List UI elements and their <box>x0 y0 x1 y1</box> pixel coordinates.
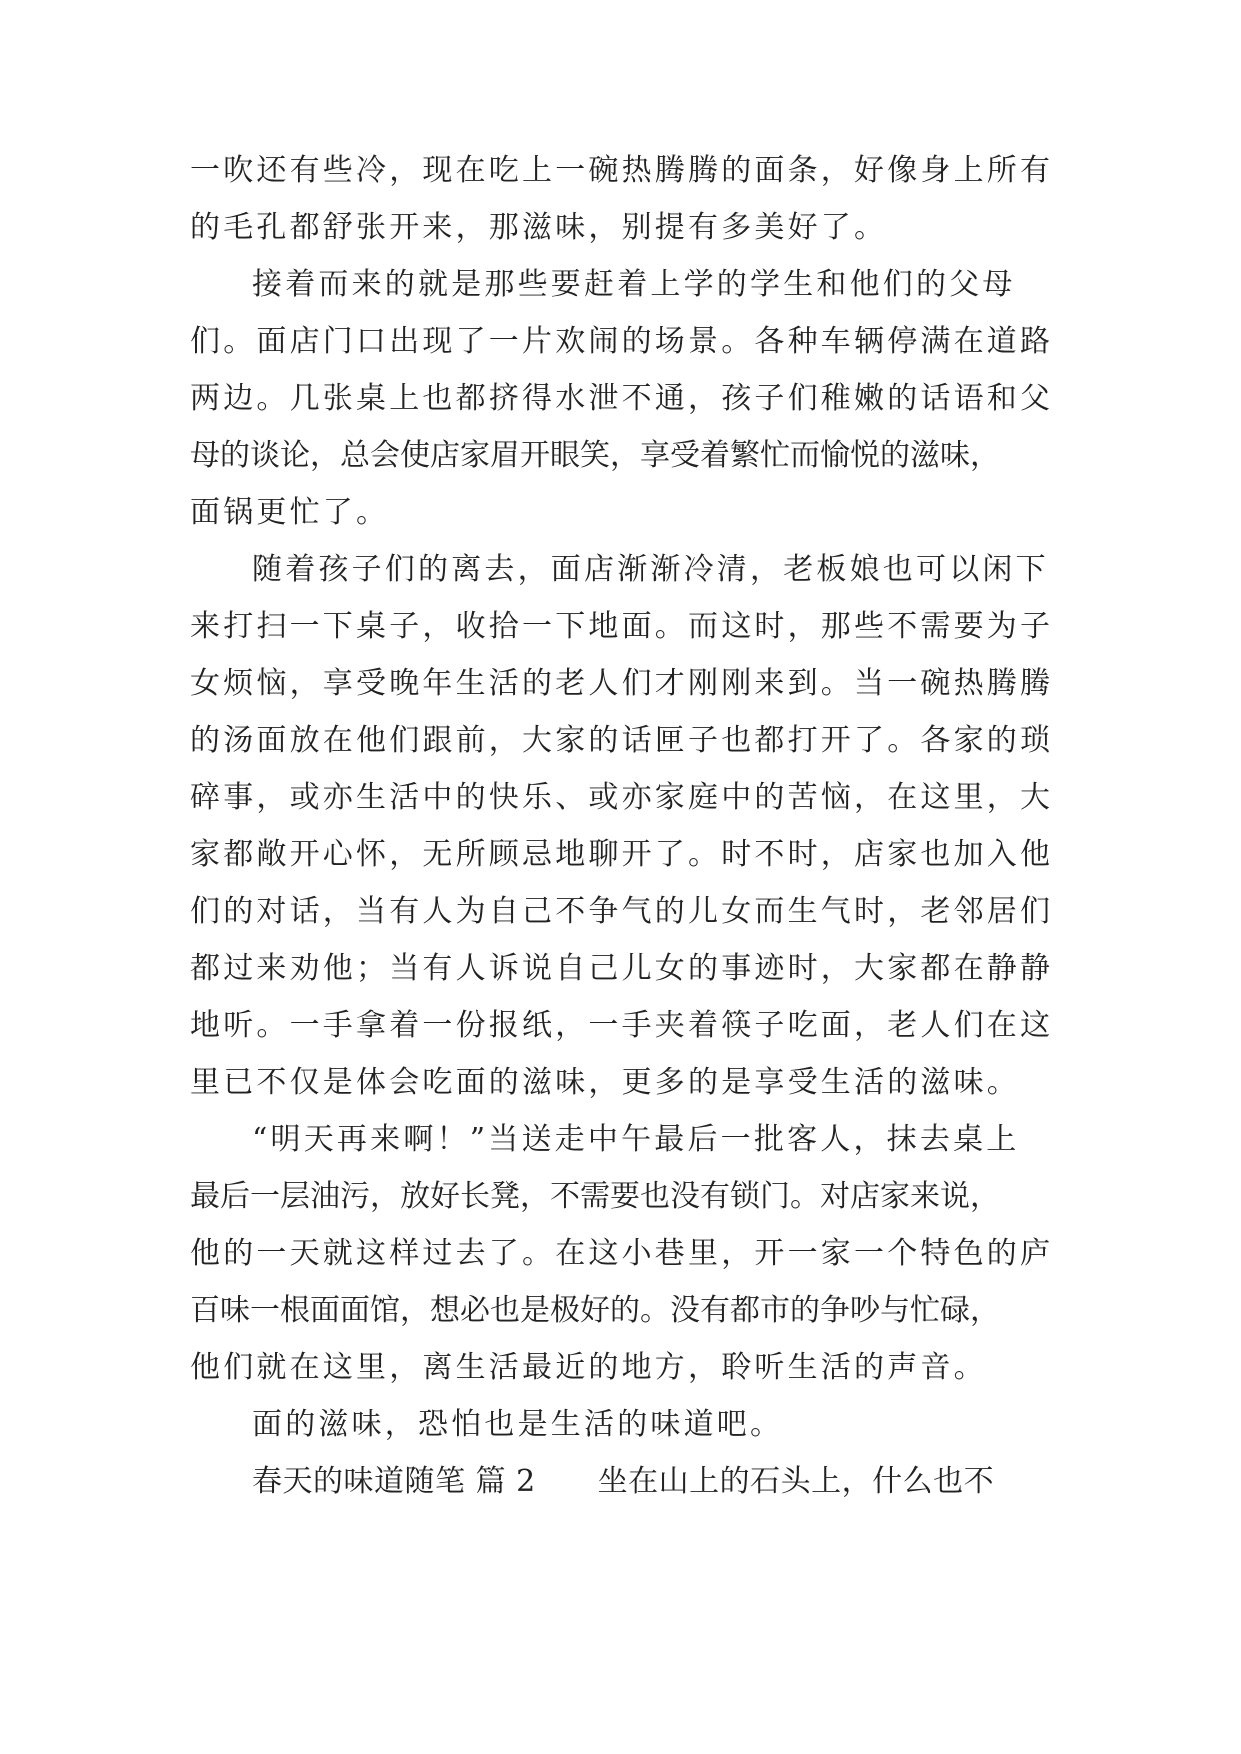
paragraph-line: 家都敞开心怀，无所顾忌地聊开了。时不时，店家也加入他 <box>190 837 1054 872</box>
paragraph-line: 碎事，或亦生活中的快乐、或亦家庭中的苦恼，在这里，大 <box>190 780 1054 815</box>
paragraph-line: 最后一层油污，放好长凳，不需要也没有锁门。对店家来说， <box>190 1179 1000 1214</box>
paragraph-line: 百味一根面面馆，想必也是极好的。没有都市的争吵与忙碌， <box>190 1293 1000 1328</box>
paragraph-line: 他们就在这里，离生活最近的地方，聆听生活的声音。 <box>190 1350 987 1385</box>
paragraph-line: 女烦恼，享受晚年生活的老人们才刚刚来到。当一碗热腾腾 <box>190 666 1054 701</box>
paragraph-line: 来打扫一下桌子，收拾一下地面。而这时，那些不需要为子 <box>190 609 1054 644</box>
paragraph-line: 随着孩子们的离去，面店渐渐冷清，老板娘也可以闲下 <box>252 552 1049 587</box>
paragraph-line: 母的谈论，总会使店家眉开眼笑，享受着繁忙而愉悦的滋味， <box>190 438 1000 473</box>
paragraph-line: 里已不仅是体会吃面的滋味，更多的是享受生活的滋味。 <box>190 1065 1020 1100</box>
section-heading: 春天的味道随笔 篇 2 <box>252 1464 536 1499</box>
paragraph-line: 的毛孔都舒张开来，那滋味，别提有多美好了。 <box>190 210 888 245</box>
paragraph-line: 的汤面放在他们跟前，大家的话匣子也都打开了。各家的琐 <box>190 723 1054 758</box>
paragraph-line: 们的对话，当有人为自己不争气的儿女而生气时，老邻居们 <box>190 894 1054 929</box>
paragraph-line: 他的一天就这样过去了。在这小巷里，开一家一个特色的庐 <box>190 1236 1054 1271</box>
section-first-text: 坐在山上的石头上，什么也不 <box>597 1464 995 1499</box>
paragraph-line: 们。面店门口出现了一片欢闹的场景。各种车辆停满在道路 <box>190 324 1054 359</box>
paragraph-line: 都过来劝他；当有人诉说自己儿女的事迹时，大家都在静静 <box>190 951 1054 986</box>
paragraph-line: 接着而来的就是那些要赶着上学的学生和他们的父母 <box>252 267 1016 302</box>
paragraph-line: 两边。几张桌上也都挤得水泄不通，孩子们稚嫩的话语和父 <box>190 381 1054 416</box>
paragraph-line: “明天再来啊！”当送走中午最后一批客人，抹去桌上 <box>252 1122 1020 1157</box>
paragraph-line: 面锅更忙了。 <box>190 495 390 530</box>
paragraph-line: 地听。一手拿着一份报纸，一手夹着筷子吃面，老人们在这 <box>190 1008 1054 1043</box>
paragraph-line: 面的滋味，恐怕也是生活的味道吧。 <box>252 1407 784 1442</box>
paragraph-line: 一吹还有些冷，现在吃上一碗热腾腾的面条，好像身上所有 <box>190 153 1054 188</box>
section-heading-line <box>252 1463 994 1501</box>
